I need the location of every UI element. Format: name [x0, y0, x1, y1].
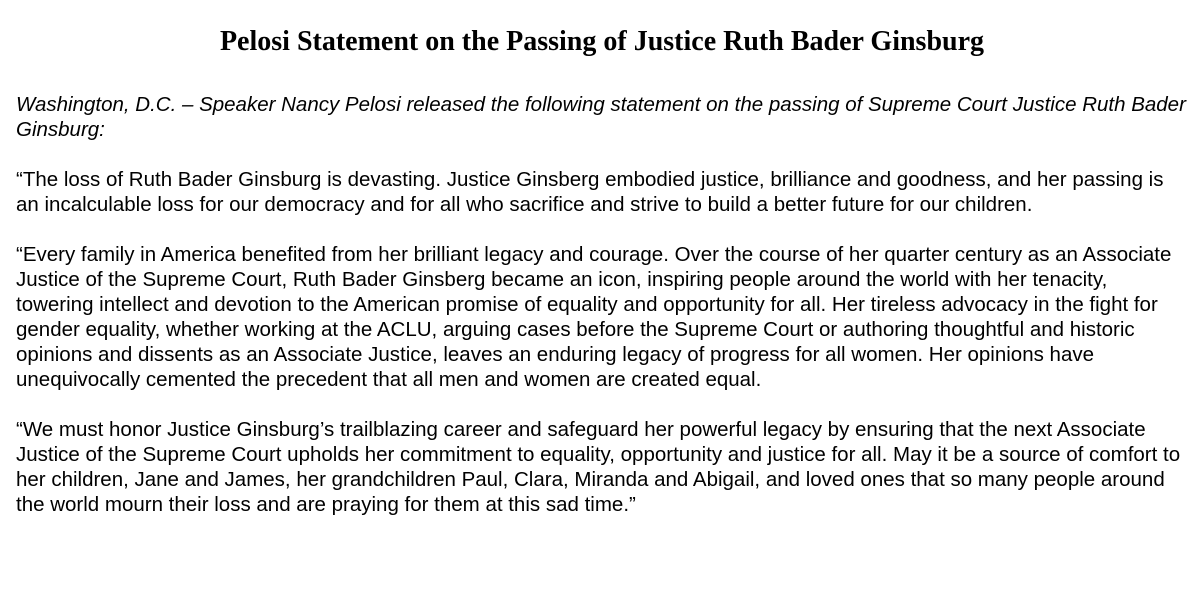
statement-dateline: Washington, D.C. – Speaker Nancy Pelosi released the following statement on the passing of Supreme Court Justice Ruth Bader Ginsburg: — [16, 93, 1186, 141]
statement-paragraph-1: “The loss of Ruth Bader Ginsburg is devasting. Justice Ginsberg embodied justice, brilliance and goodness, and her passing is an incalculable loss for our democracy and for all who sacrifice and strive to build a better future for our children. — [16, 168, 1164, 216]
statement-paragraph-2: “Every family in America benefited from her brilliant legacy and courage. Over the course of her quarter century as an Associate Justice of the Supreme Court, Ruth Bader Ginsberg became an icon, inspiring people around the world with her tenacity, towering intellect and devotion to the American promise of equality and opportunity for all. Her tireless advocacy in the fight for gender equality, whether working at the ACLU, arguing cases before the Supreme Court or authoring thoughtful and historic opinions and dissents as an Associate Justice, leaves an enduring legacy of progress for all women. Her opinions have unequivocally cemented the precedent that all men and women are created equal. — [16, 243, 1172, 391]
statement-title: Pelosi Statement on the Passing of Justice Ruth Bader Ginsburg — [219, 26, 985, 57]
statement-paragraph-3: “We must honor Justice Ginsburg’s trailblazing career and safeguard her powerful legacy by ensuring that the next Associate Justice of the Supreme Court upholds her commitment to equality, opportunity and justice for all. May it be a source of comfort to her children, Jane and James, her grandchildren Paul, Clara, Miranda and Abigail, and loved ones that so many people around the world mourn their loss and are praying for them at this sad time.” — [16, 418, 1181, 516]
